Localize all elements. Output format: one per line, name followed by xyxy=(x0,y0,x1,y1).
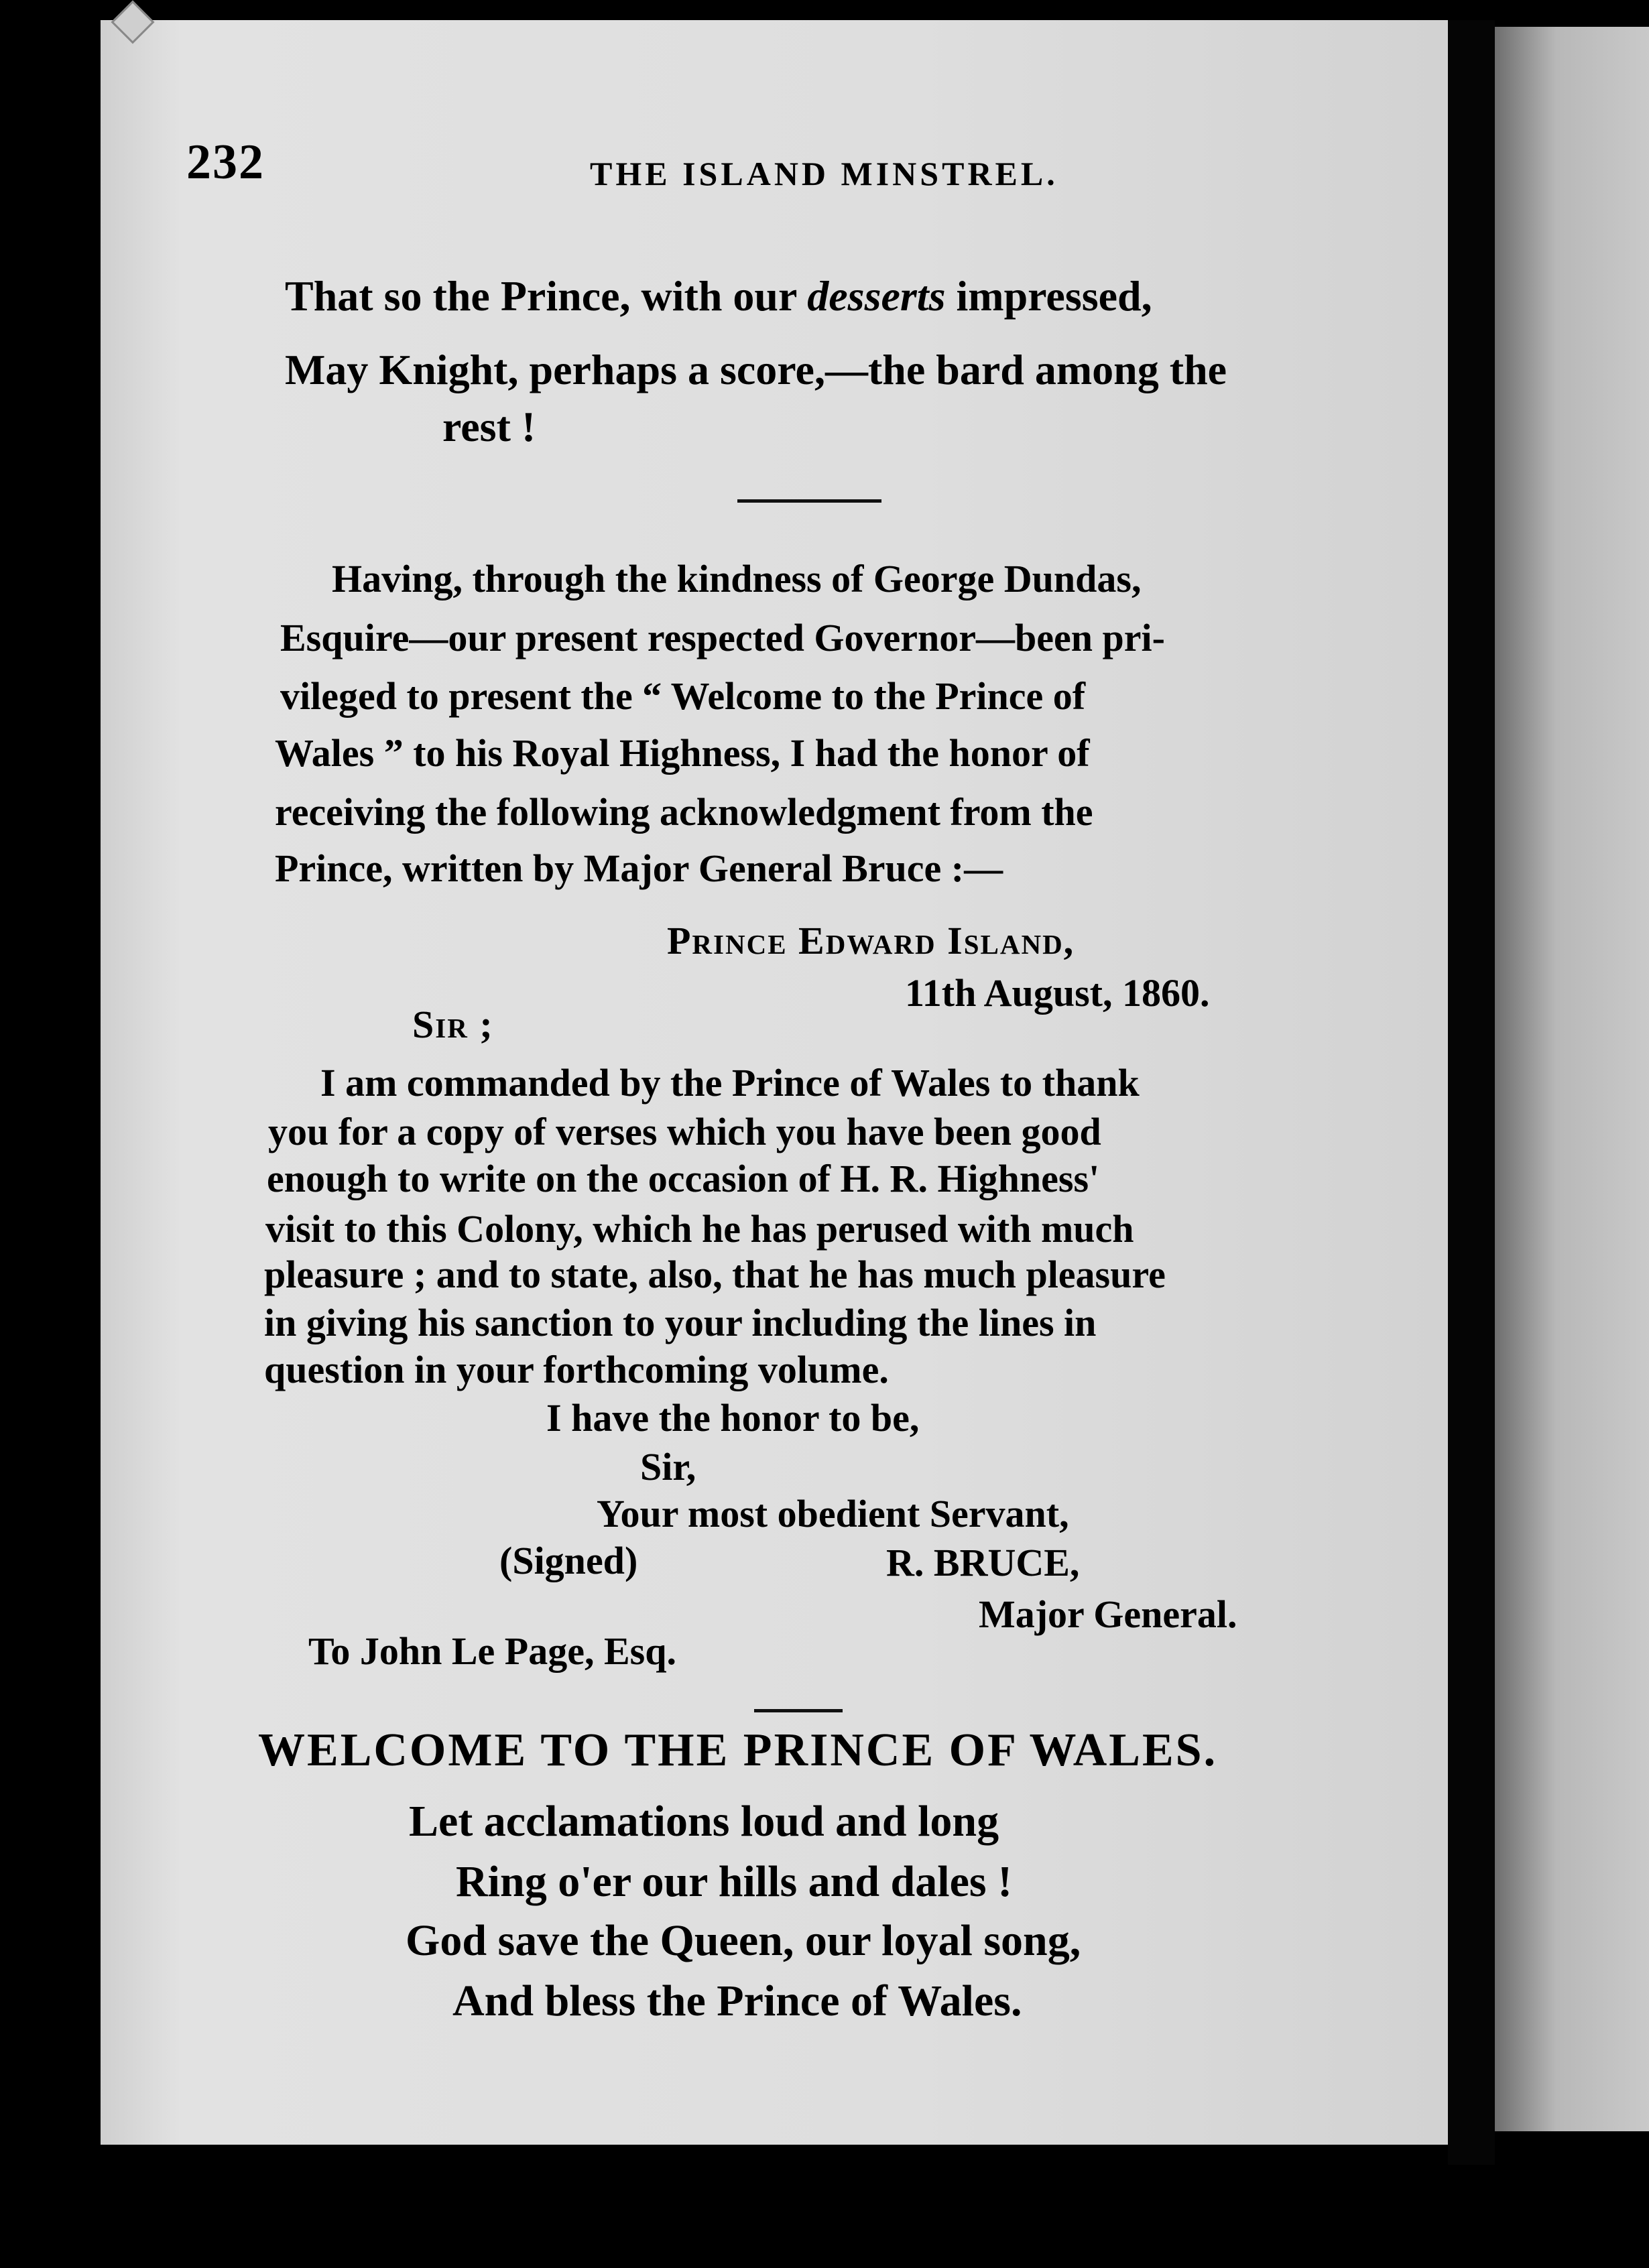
poem-line-4: And bless the Prince of Wales. xyxy=(452,1976,1022,2025)
letter-body-line-3: enough to write on the occasion of H. R. Highness' xyxy=(267,1157,1100,1200)
intro-line-4: Wales ” to his Royal Highness, I had the honor of xyxy=(275,731,1090,775)
verse-line-2: May Knight, perhaps a score,—the bard among the xyxy=(285,346,1227,393)
letter-salutation: Sir ; xyxy=(412,1003,494,1046)
intro-line-2: Esquire—our present respected Governor—been pri- xyxy=(280,616,1165,659)
letter-place: Prince Edward Island, xyxy=(667,919,1075,962)
running-title: THE ISLAND MINSTREL. xyxy=(590,155,1058,192)
poem-line-2: Ring o'er our hills and dales ! xyxy=(456,1857,1013,1906)
intro-line-6: Prince, written by Major General Bruce :— xyxy=(275,846,1003,890)
poem-title: WELCOME TO THE PRINCE OF WALES. xyxy=(258,1724,1218,1776)
poem-line-1: Let acclamations loud and long xyxy=(409,1797,999,1846)
letter-body-line-2: you for a copy of verses which you have been good xyxy=(268,1110,1101,1153)
letter-body-line-7: question in your forthcoming volume. xyxy=(264,1348,889,1391)
poem-line-3: God save the Queen, our loyal song, xyxy=(406,1916,1081,1965)
verse-line-3: rest ! xyxy=(442,403,536,450)
letter-body-line-1: I am commanded by the Prince of Wales to thank xyxy=(320,1061,1140,1105)
letter-closing-2: Sir, xyxy=(640,1445,696,1489)
poem-rule xyxy=(754,1709,843,1712)
intro-line-1: Having, through the kindness of George Dundas, xyxy=(332,557,1142,601)
letter-body-line-5: pleasure ; and to state, also, that he has much pleasure xyxy=(264,1253,1166,1296)
page-number: 232 xyxy=(186,135,265,190)
letter-body-line-4: visit to this Colony, which he has perused with much xyxy=(265,1207,1134,1251)
signer-name: R. BRUCE, xyxy=(886,1541,1080,1584)
letter-closing-3: Your most obedient Servant, xyxy=(597,1492,1069,1535)
intro-line-5: receiving the following acknowledgment from the xyxy=(275,790,1093,834)
letter-date: 11th August, 1860. xyxy=(905,971,1210,1015)
intro-line-3: vileged to present the “ Welcome to the Prince of xyxy=(280,674,1086,718)
section-rule xyxy=(737,499,881,503)
signer-rank: Major General. xyxy=(979,1592,1237,1636)
letter-addressee: To John Le Page, Esq. xyxy=(308,1629,676,1673)
letter-body-line-6: in giving his sanction to your including the lines in xyxy=(264,1301,1097,1344)
letter-closing-1: I have the honor to be, xyxy=(546,1396,920,1440)
verse-line-1: That so the Prince, with our desserts impressed, xyxy=(285,272,1152,320)
signed-mark: (Signed) xyxy=(499,1539,638,1582)
